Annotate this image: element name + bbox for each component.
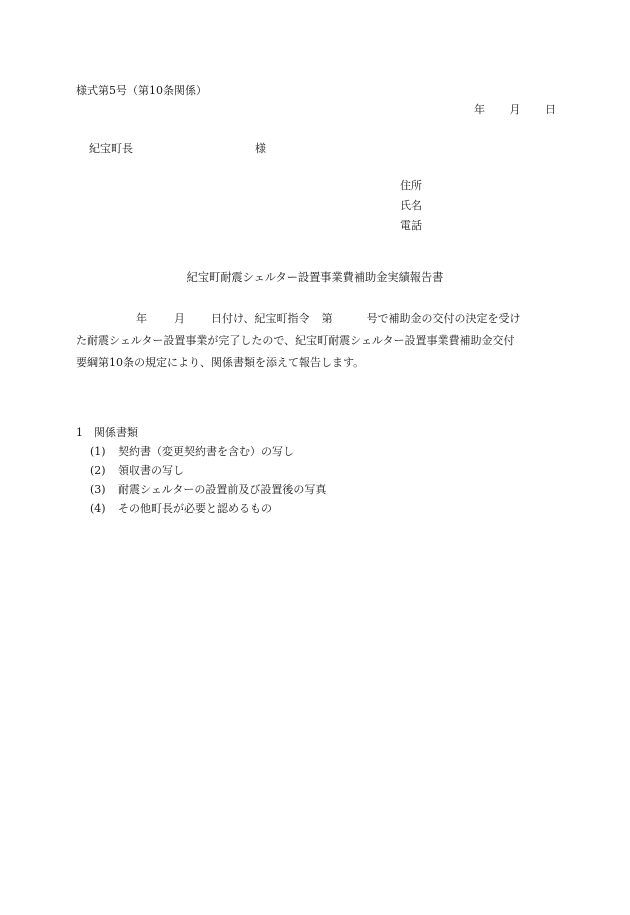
attachments-list xyxy=(90,446,326,522)
addressee-honorific: 様 xyxy=(255,142,266,155)
list-item xyxy=(90,446,326,465)
body-dai: 第 xyxy=(321,312,333,325)
list-item xyxy=(90,503,326,522)
list-item-text: 領収書の写し xyxy=(118,464,184,477)
list-item-number: (4) xyxy=(90,502,106,515)
report-body-line-1 xyxy=(76,308,556,330)
list-item-text: 耐震シェルターの設置前及び設置後の写真 xyxy=(118,483,327,496)
report-body xyxy=(76,308,556,374)
body-month: 月 xyxy=(174,312,185,325)
applicant-phone-label: 電話 xyxy=(400,219,422,232)
applicant-address-label: 住所 xyxy=(400,179,422,192)
list-item-text: 契約書（変更契約書を含む）の写し xyxy=(118,445,294,458)
list-item-number: (3) xyxy=(90,483,106,496)
body-year: 年 xyxy=(136,312,147,325)
list-item xyxy=(90,465,326,484)
date-day-label: 日 xyxy=(545,103,556,116)
date-year-label: 年 xyxy=(474,103,485,116)
body-day-ref: 日付け、紀宝町指令 xyxy=(211,312,310,325)
list-item-text: その他町長が必要と認めるもの xyxy=(118,502,272,515)
applicant-block xyxy=(400,180,422,240)
form-number: 様式第5号（第10条関係） xyxy=(76,84,207,97)
date-line xyxy=(474,104,556,115)
document-title: 紀宝町耐震シェルター設置事業費補助金実績報告書 xyxy=(186,271,444,284)
list-item xyxy=(90,484,326,503)
addressee-name: 紀宝町長 xyxy=(89,142,133,155)
attachments-heading: 1 関係書類 xyxy=(76,426,138,439)
body-line1-end: 号で補助金の交付の決定を受け xyxy=(366,312,521,325)
report-body-line-2: た耐震シェルター設置事業が完了したので、紀宝町耐震シェルター設置事業費補助金交付 xyxy=(76,334,515,347)
report-body-line-3: 要綱第10条の規定により、関係書類を添えて報告します。 xyxy=(76,356,365,369)
applicant-name-label: 氏名 xyxy=(400,199,422,212)
list-item-number: (1) xyxy=(90,445,106,458)
date-month-label: 月 xyxy=(509,103,521,116)
list-item-number: (2) xyxy=(90,464,106,477)
